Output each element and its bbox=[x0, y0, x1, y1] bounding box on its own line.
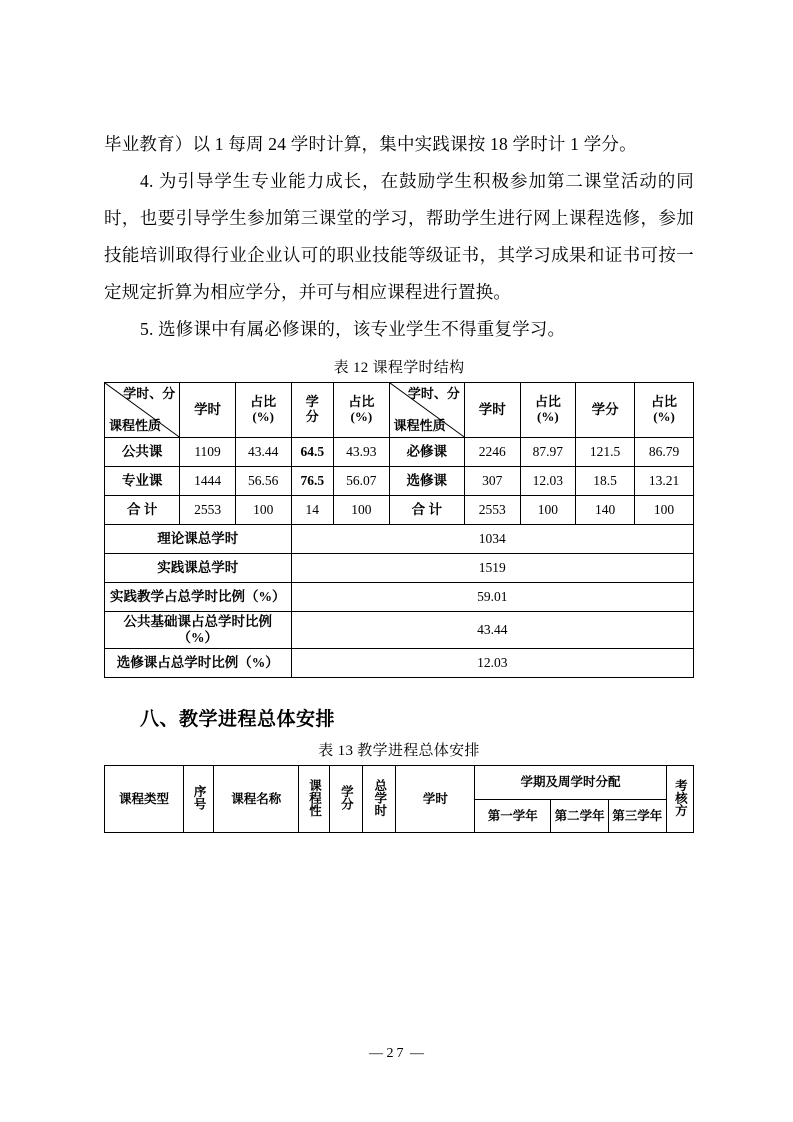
summary-label-3: 实践教学占总学时比例（%） bbox=[105, 583, 292, 612]
row3-credit-ratio2: 100 bbox=[635, 496, 694, 525]
row1-left-label: 公共课 bbox=[105, 438, 180, 467]
header-course-name: 课程名称 bbox=[214, 766, 299, 833]
header-ratio-4 bbox=[635, 383, 694, 438]
table13-caption: 表 13 教学进程总体安排 bbox=[318, 743, 480, 760]
row3-left-label: 合 计 bbox=[105, 496, 180, 525]
header-year-2: 第二学年 bbox=[551, 799, 609, 833]
page-content bbox=[104, 126, 694, 833]
table12-caption: 表 12 课程学时结构 bbox=[333, 360, 465, 376]
header-index: 序号 bbox=[183, 766, 213, 833]
diagonal-header-right bbox=[389, 383, 464, 438]
header-course-type: 课程类型 bbox=[105, 766, 184, 833]
row1-ratio2: 87.97 bbox=[520, 438, 576, 467]
header-ratio-1 bbox=[235, 383, 291, 438]
header-hours: 学时 bbox=[396, 766, 475, 833]
row3-hours2: 2553 bbox=[464, 496, 520, 525]
header-ratio-2 bbox=[334, 383, 390, 438]
page-number: 27 bbox=[386, 1046, 407, 1061]
row3-credit: 14 bbox=[291, 496, 334, 525]
header-credit-1 bbox=[291, 383, 334, 438]
header-ratio-3-line1: 占比 bbox=[534, 394, 561, 410]
row1-credit-ratio2: 86.79 bbox=[635, 438, 694, 467]
table-row bbox=[105, 438, 694, 467]
row2-credit: 76.5 bbox=[291, 467, 334, 496]
paragraph-3: 5. 选修课中有属必修课的，该专业学生不得重复学习。 bbox=[140, 319, 566, 339]
diagonal-header-right-top: 学时、分 bbox=[407, 386, 460, 401]
header-total-hours: 总学时 bbox=[363, 766, 396, 833]
diagonal-header-right-bottom: 课程性质 bbox=[393, 418, 446, 434]
row1-hours2: 2246 bbox=[464, 438, 520, 467]
summary-label-5: 选修课占总学时比例（%） bbox=[105, 649, 292, 678]
header-ratio-2-line1: 占比 bbox=[348, 394, 375, 410]
table-course-hour-structure bbox=[104, 382, 694, 678]
header-ratio-2-line2: (%) bbox=[350, 409, 373, 424]
page-footer bbox=[0, 1046, 793, 1062]
row3-credit-ratio: 100 bbox=[334, 496, 390, 525]
summary-value-3: 59.01 bbox=[291, 583, 694, 612]
header-hours-2: 学时 bbox=[464, 383, 520, 438]
header-ratio-1-line2: (%) bbox=[252, 409, 275, 424]
row1-hours: 1109 bbox=[180, 438, 236, 467]
header-hours-1: 学时 bbox=[180, 383, 236, 438]
table-row bbox=[105, 612, 694, 649]
table-row bbox=[105, 496, 694, 525]
row2-credit-ratio2: 13.21 bbox=[635, 467, 694, 496]
row1-credit-ratio: 43.93 bbox=[334, 438, 390, 467]
header-ratio-4-line2: (%) bbox=[653, 409, 675, 424]
summary-value-1: 1034 bbox=[291, 525, 694, 554]
header-ratio-3 bbox=[520, 383, 576, 438]
diagonal-header-left-bottom: 课程性质 bbox=[109, 418, 162, 434]
header-credit-2: 学分 bbox=[576, 383, 635, 438]
header-credit-1-line1: 学 bbox=[305, 394, 319, 410]
header-year-3: 第三学年 bbox=[608, 799, 666, 833]
header-credit: 学分 bbox=[329, 766, 362, 833]
summary-label-1: 理论课总学时 bbox=[105, 525, 292, 554]
paragraph-2: 4. 为引导学生专业能力成长，在鼓励学生积极参加第二课堂活动的同时，也要引导学生参加第三课堂的学习，帮助学生进行网上课程选修，参加技能培训取得行业企业认可的职业技能等级证书，其学习成果和证书可按一定规定折算为相应学分，并可与相应课程进行置换。 bbox=[104, 171, 694, 302]
header-ratio-3-line2: (%) bbox=[537, 409, 559, 424]
summary-value-2: 1519 bbox=[291, 554, 694, 583]
row1-credit: 64.5 bbox=[291, 438, 334, 467]
row2-hours: 1444 bbox=[180, 467, 236, 496]
table13-header-row-1 bbox=[105, 766, 694, 800]
table-row bbox=[105, 467, 694, 496]
table-row bbox=[105, 583, 694, 612]
row2-ratio2: 12.03 bbox=[520, 467, 576, 496]
row3-right-label: 合 计 bbox=[389, 496, 464, 525]
diagonal-header-left bbox=[105, 383, 180, 438]
row3-ratio: 100 bbox=[235, 496, 291, 525]
header-assess: 考核方 bbox=[666, 766, 693, 833]
row2-ratio: 56.56 bbox=[235, 467, 291, 496]
row3-credit2: 140 bbox=[576, 496, 635, 525]
table-header-row bbox=[105, 383, 694, 438]
table-row bbox=[105, 649, 694, 678]
summary-value-4: 43.44 bbox=[291, 612, 694, 649]
diagonal-header-left-top: 学时、分 bbox=[123, 386, 176, 401]
row2-right-label: 选修课 bbox=[389, 467, 464, 496]
row1-ratio: 43.44 bbox=[235, 438, 291, 467]
summary-label-2: 实践课总学时 bbox=[105, 554, 292, 583]
row2-left-label: 专业课 bbox=[105, 467, 180, 496]
section-title: 八、教学进程总体安排 bbox=[140, 709, 336, 731]
header-course-nature: 课程性 bbox=[299, 766, 329, 833]
table-row bbox=[105, 525, 694, 554]
header-ratio-1-line1: 占比 bbox=[250, 394, 277, 410]
row2-hours2: 307 bbox=[464, 467, 520, 496]
summary-label-4: 公共基础课占总学时比例（%） bbox=[105, 612, 292, 649]
footer-dash-right: — bbox=[410, 1046, 424, 1061]
header-year-1: 第一学年 bbox=[475, 799, 551, 833]
row1-credit2: 121.5 bbox=[576, 438, 635, 467]
header-term-group: 学期及周学时分配 bbox=[475, 766, 666, 800]
summary-value-5: 12.03 bbox=[291, 649, 694, 678]
row1-right-label: 必修课 bbox=[389, 438, 464, 467]
paragraph-1: 毕业教育）以 1 每周 24 学时计算，集中实践课按 18 学时计 1 学分。 bbox=[104, 134, 637, 154]
header-ratio-4-line1: 占比 bbox=[651, 394, 678, 410]
row2-credit2: 18.5 bbox=[576, 467, 635, 496]
table-teaching-schedule bbox=[104, 765, 694, 833]
row2-credit-ratio: 56.07 bbox=[334, 467, 390, 496]
table-row bbox=[105, 554, 694, 583]
header-credit-1-line2: 分 bbox=[305, 409, 319, 424]
footer-dash-left: — bbox=[369, 1046, 383, 1061]
row3-hours: 2553 bbox=[180, 496, 236, 525]
row3-ratio2: 100 bbox=[520, 496, 576, 525]
